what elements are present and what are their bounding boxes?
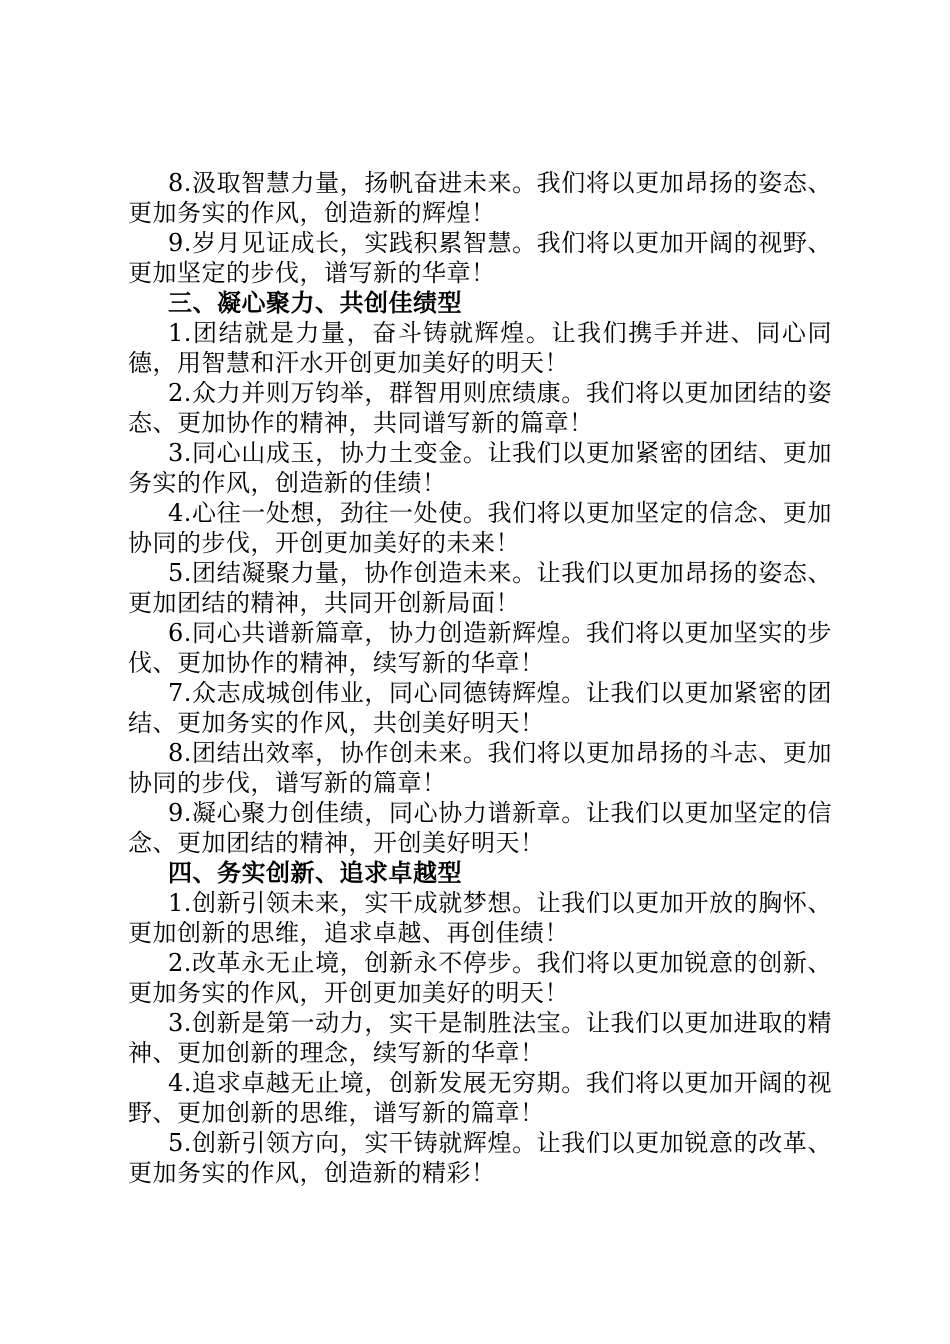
section-heading-four: 四、务实创新、追求卓越型	[168, 859, 462, 887]
document-body	[128, 168, 832, 1188]
paragraph-three-3: 3.同心山成玉，协力土变金。让我们以更加紧密的团结、更加务实的作风，创造新的佳绩！	[128, 439, 832, 497]
paragraph-three-5: 5.团结凝聚力量，协作创造未来。让我们以更加昂扬的姿态、更加团结的精神，共同开创新局面！	[128, 559, 832, 617]
paragraph-four-5: 5.创新引领方向，实干铸就辉煌。让我们以更加锐意的改革、更加务实的作风，创造新的精彩！	[128, 1129, 832, 1187]
paragraph-three-7: 7.众志成城创伟业，同心同德铸辉煌。让我们以更加紧密的团结、更加务实的作风，共创美好明天！	[128, 679, 832, 737]
paragraph-three-9: 9.凝心聚力创佳绩，同心协力谱新章。让我们以更加坚定的信念、更加团结的精神，开创美好明天！	[128, 799, 832, 857]
paragraph-prev-8: 8.汲取智慧力量，扬帆奋进未来。我们将以更加昂扬的姿态、更加务实的作风，创造新的辉煌！	[128, 169, 832, 227]
paragraph-four-4: 4.追求卓越无止境，创新发展无穷期。我们将以更加开阔的视野、更加创新的思维，谱写新的篇章！	[128, 1069, 832, 1127]
section-heading-three: 三、凝心聚力、共创佳绩型	[168, 289, 462, 317]
paragraph-four-1: 1.创新引领未来，实干成就梦想。让我们以更加开放的胸怀、更加创新的思维，追求卓越、再创佳绩！	[128, 889, 832, 947]
paragraph-three-1: 1.团结就是力量，奋斗铸就辉煌。让我们携手并进、同心同德，用智慧和汗水开创更加美好的明天！	[128, 319, 832, 377]
paragraph-four-2: 2.改革永无止境，创新永不停步。我们将以更加锐意的创新、更加务实的作风，开创更加美好的明天！	[128, 949, 832, 1007]
paragraph-three-4: 4.心往一处想，劲往一处使。我们将以更加坚定的信念、更加协同的步伐，开创更加美好的未来！	[128, 499, 832, 557]
paragraph-three-2: 2.众力并则万钧举，群智用则庶绩康。我们将以更加团结的姿态、更加协作的精神，共同谱写新的篇章！	[128, 379, 832, 437]
paragraph-four-3: 3.创新是第一动力，实干是制胜法宝。让我们以更加进取的精神、更加创新的理念，续写新的华章！	[128, 1009, 832, 1067]
paragraph-prev-9: 9.岁月见证成长，实践积累智慧。我们将以更加开阔的视野、更加坚定的步伐，谱写新的华章！	[128, 229, 832, 287]
paragraph-three-6: 6.同心共谱新篇章，协力创造新辉煌。我们将以更加坚实的步伐、更加协作的精神，续写新的华章！	[128, 619, 832, 677]
paragraph-three-8: 8.团结出效率，协作创未来。我们将以更加昂扬的斗志、更加协同的步伐，谱写新的篇章！	[128, 739, 832, 797]
